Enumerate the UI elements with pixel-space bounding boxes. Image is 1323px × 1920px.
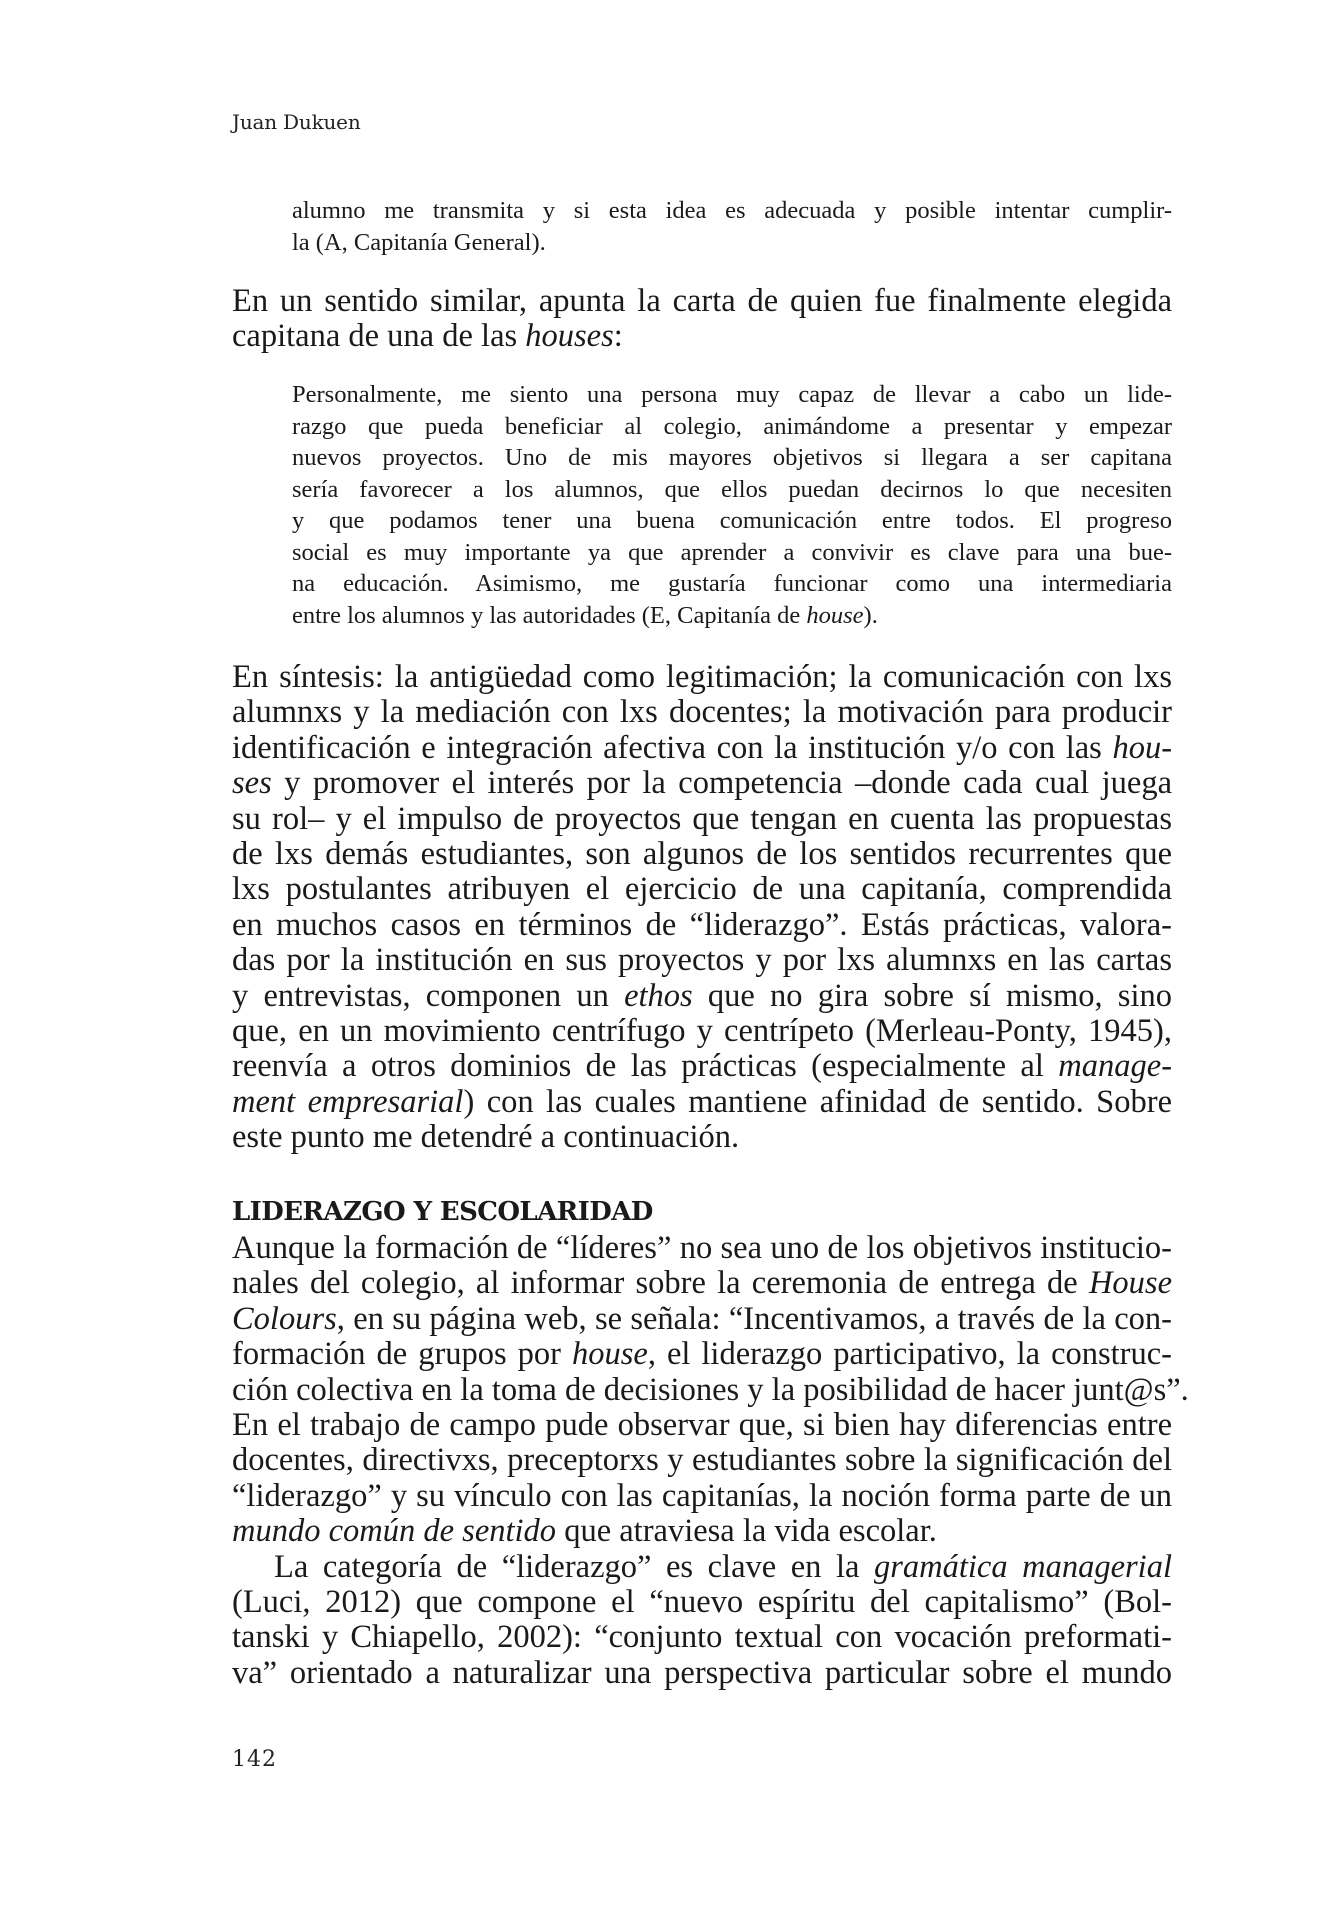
paragraph	[232, 1230, 1189, 1691]
paragraph-line: nales del colegio, al informar sobre la ceremonia de entrega de House	[232, 1265, 1172, 1302]
paragraph-line: su rol– y el impulso de proyectos que tengan en cuenta las propuestas	[232, 800, 1172, 837]
paragraph-line: en muchos casos en términos de “liderazgo”. Estás prácticas, valora-	[232, 906, 1172, 943]
quote-line: sería favorecer a los alumnos, que ellos puedan decirnos lo que necesiten	[292, 475, 1172, 503]
paragraph-line: formación de grupos por house, el liderazgo participativo, la construc-	[232, 1336, 1173, 1373]
quote-line: razgo que pueda beneficiar al colegio, animándome a presentar y empezar	[292, 412, 1172, 440]
quote-line: alumno me transmita y si esta idea es adecuada y posible intentar cumplir-	[292, 197, 1172, 224]
italic-term: ethos	[624, 977, 693, 1014]
block-quote-continued	[292, 195, 1172, 258]
quote-line: entre los alumnos y las autoridades (E, Capitanía de house).	[292, 601, 878, 629]
italic-term: gramática managerial	[873, 1548, 1172, 1585]
paragraph-line: das por la institución en sus proyectos y por lxs alumnxs en las cartas	[232, 942, 1172, 979]
paragraph-line: que, en un movimiento centrífugo y centrípeto (Merleau-Ponty, 1945),	[232, 1013, 1172, 1050]
italic-term: hou-	[1112, 729, 1173, 766]
paragraph-line: va” orientado a naturalizar una perspectiva particular sobre el mundo	[232, 1654, 1172, 1691]
paragraph-line: mundo común de sentido que atraviesa la vida escolar.	[232, 1513, 937, 1550]
italic-term: ment empresarial	[232, 1083, 464, 1120]
paragraph-line: capitana de una de las houses:	[232, 318, 623, 355]
paragraph-line: En síntesis: la antigüedad como legitimación; la comunicación con lxs	[232, 659, 1172, 695]
paragraph-line: En un sentido similar, apunta la carta de quien fue finalmente elegida	[232, 283, 1172, 319]
paragraph-line: lxs postulantes atribuyen el ejercicio de una capitanía, comprendida	[232, 871, 1172, 908]
paragraph-line: Aunque la formación de “líderes” no sea uno de los objetivos institucio-	[232, 1230, 1172, 1266]
paragraph-line: ción colectiva en la toma de decisiones y la posibilidad de hacer junt@s”.	[232, 1371, 1189, 1408]
italic-term: house	[572, 1336, 648, 1373]
quote-line: na educación. Asimismo, me gustaría funcionar como una intermediaria	[292, 570, 1172, 597]
paragraph-line: este punto me detendré a continuación.	[232, 1119, 740, 1156]
italic-term: House	[1088, 1265, 1172, 1302]
paragraph-line: de lxs demás estudiantes, son algunos de los sentidos recurrentes que	[232, 836, 1172, 873]
quote-line: la (A, Capitanía General).	[292, 228, 546, 256]
paragraph-line: Colours, en su página web, se señala: “Incentivamos, a través de la con-	[232, 1300, 1172, 1337]
paragraph-line: identificación e integración afectiva con la institución y/o con las hou-	[232, 729, 1173, 766]
page-number: 142	[232, 1747, 277, 1772]
quote-line: nuevos proyectos. Uno de mis mayores objetivos si llegara a ser capitana	[292, 444, 1172, 471]
paragraph-line: (Luci, 2012) que compone el “nuevo espíritu del capitalismo” (Bol-	[232, 1584, 1172, 1621]
paragraph-line: reenvía a otros dominios de las prácticas (especialmente al manage-	[232, 1048, 1173, 1085]
paragraph	[232, 660, 1172, 1156]
paragraph-line: alumnxs y la mediación con lxs docentes; la motivación para producir	[232, 694, 1172, 731]
paragraph-line: “liderazgo” y su vínculo con las capitanías, la noción forma parte de un	[232, 1477, 1172, 1514]
paragraph-line: En el trabajo de campo pude observar que, si bien hay diferencias entre	[232, 1407, 1172, 1444]
paragraph	[232, 284, 1172, 355]
italic-term: Colours	[232, 1300, 337, 1337]
italic-term: house	[806, 601, 864, 629]
italic-term: ses	[232, 765, 272, 802]
paragraph-line: y entrevistas, componen un ethos que no gira sobre sí mismo, sino	[232, 977, 1172, 1014]
block-quote	[292, 379, 1172, 631]
paragraph-line: La categoría de “liderazgo” es clave en la gramática managerial	[274, 1548, 1172, 1585]
running-head: Juan Dukuen	[232, 110, 361, 134]
paragraph-line: tanski y Chiapello, 2002): “conjunto textual con vocación preformati-	[232, 1619, 1172, 1656]
italic-term: manage-	[1058, 1048, 1173, 1085]
quote-line: Personalmente, me siento una persona muy capaz de llevar a cabo un lide-	[292, 381, 1172, 408]
italic-term: houses	[525, 318, 614, 355]
quote-line: social es muy importante ya que aprender a convivir es clave para una bue-	[292, 538, 1172, 566]
paragraph-line: ment empresarial) con las cuales mantiene afinidad de sentido. Sobre	[232, 1083, 1172, 1120]
section-heading: LIDERAZGO Y ESCOLARIDAD	[232, 1197, 653, 1227]
paragraph-line: ses y promover el interés por la competencia –donde cada cual juega	[232, 765, 1172, 802]
paragraph-line: docentes, directivxs, preceptorxs y estudiantes sobre la significación del	[232, 1442, 1172, 1479]
quote-line: y que podamos tener una buena comunicación entre todos. El progreso	[292, 507, 1172, 534]
italic-term: mundo común de sentido	[232, 1513, 557, 1550]
